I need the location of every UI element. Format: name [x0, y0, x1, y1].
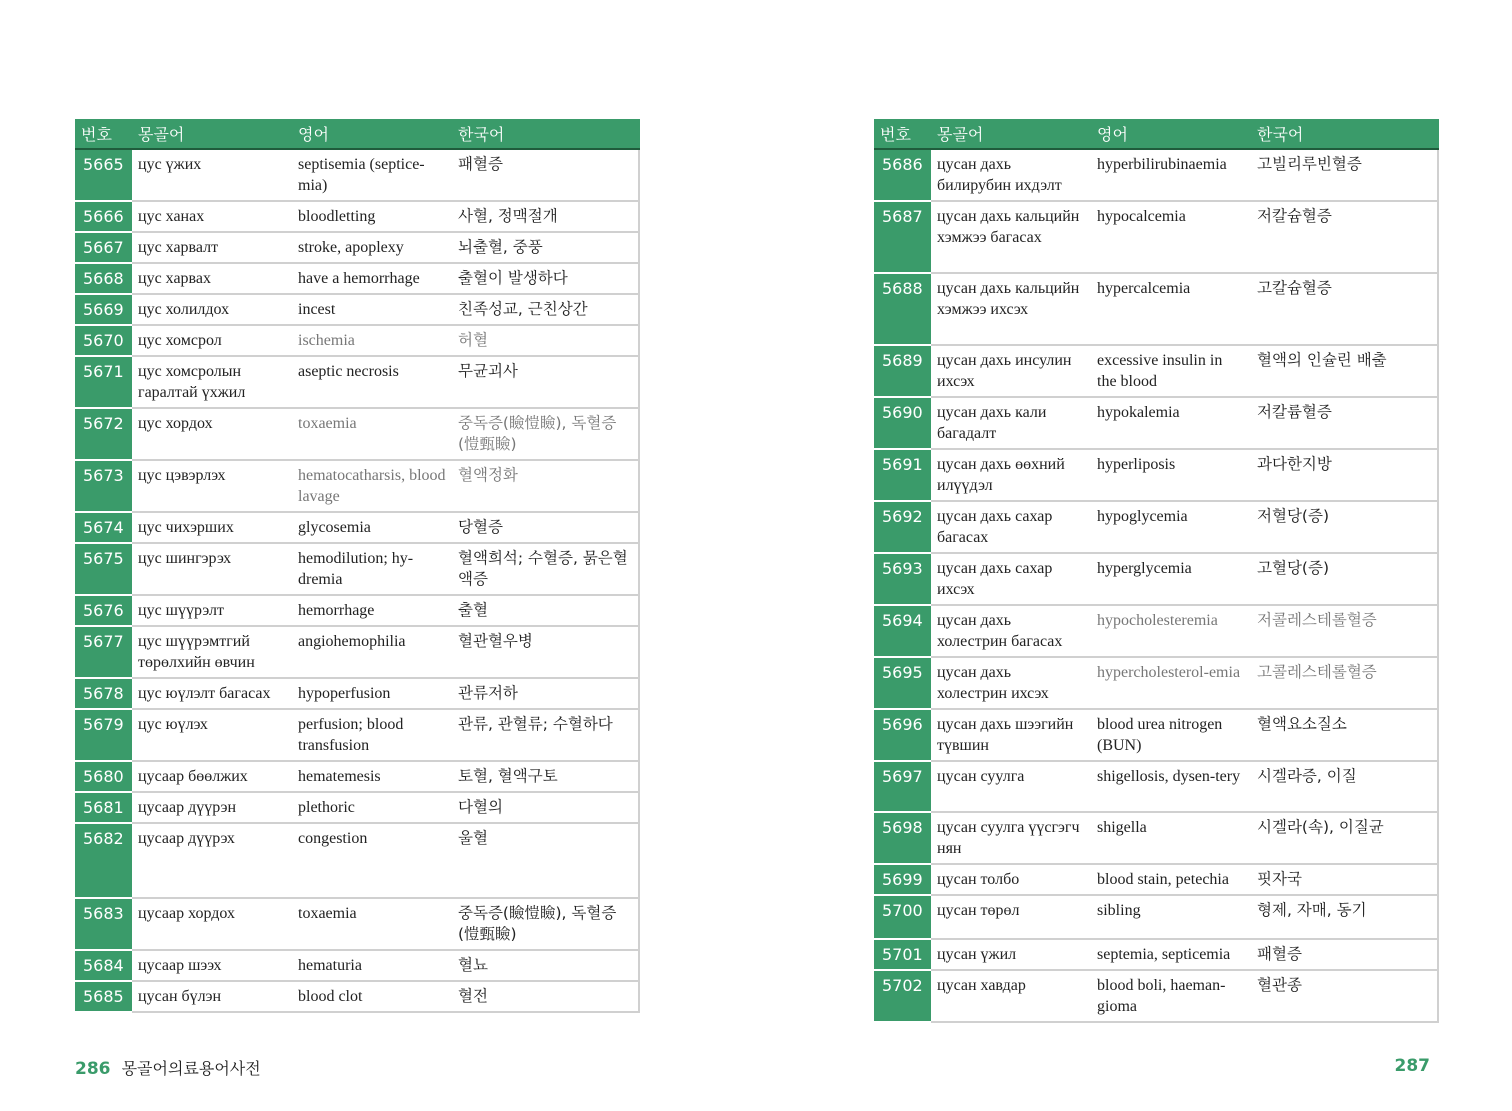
entry-number: 5669 — [75, 294, 132, 325]
english-term: hematocatharsis, blood lavage — [292, 460, 452, 512]
entry-number: 5675 — [75, 543, 132, 595]
english-term: hyperliposis — [1091, 449, 1251, 501]
english-term: plethoric — [292, 792, 452, 823]
table-row — [75, 201, 639, 232]
korean-term: 고칼슘혈증 — [1251, 273, 1438, 345]
mongolian-term: цусан суулга үүсгэгч нян — [931, 812, 1091, 864]
table-row — [874, 895, 1438, 939]
korean-term: 울혈 — [452, 823, 639, 898]
mongolian-term: цусан дахь шээгийн түвшин — [931, 709, 1091, 761]
korean-term: 관류저하 — [452, 678, 639, 709]
korean-term: 당혈증 — [452, 512, 639, 543]
entry-number: 5666 — [75, 201, 132, 232]
english-term: septisemia (septice-mia) — [292, 149, 452, 201]
mongolian-term: цус харвах — [132, 263, 292, 294]
english-term: hypocholesteremia — [1091, 605, 1251, 657]
mongolian-term: цусан суулга — [931, 761, 1091, 812]
korean-term: 시겔라증, 이질 — [1251, 761, 1438, 812]
table-row — [874, 657, 1438, 709]
mongolian-term: цус шингэрэх — [132, 543, 292, 595]
entry-number: 5671 — [75, 356, 132, 408]
mongolian-term: цус холилдох — [132, 294, 292, 325]
entry-number: 5674 — [75, 512, 132, 543]
mongolian-term: цусан бүлэн — [132, 981, 292, 1012]
english-term: toxaemia — [292, 898, 452, 950]
english-term: blood urea nitrogen (BUN) — [1091, 709, 1251, 761]
header-english: 영어 — [292, 119, 452, 149]
entry-number: 5697 — [874, 761, 931, 812]
mongolian-term: цус юүлэх — [132, 709, 292, 761]
mongolian-term: цус цэвэрлэх — [132, 460, 292, 512]
entry-number: 5690 — [874, 397, 931, 449]
table-row — [75, 595, 639, 626]
entry-number: 5682 — [75, 823, 132, 898]
english-term: shigella — [1091, 812, 1251, 864]
english-term: perfusion; blood transfusion — [292, 709, 452, 761]
english-term: hyperbilirubinaemia — [1091, 149, 1251, 201]
mongolian-term: цус чихэрших — [132, 512, 292, 543]
entry-number: 5692 — [874, 501, 931, 553]
page-number-left: 286 — [75, 1059, 111, 1079]
korean-term: 저콜레스테롤혈증 — [1251, 605, 1438, 657]
mongolian-term: цус үжих — [132, 149, 292, 201]
english-term: blood clot — [292, 981, 452, 1012]
korean-term: 혈관종 — [1251, 970, 1438, 1022]
table-row — [75, 823, 639, 898]
entry-number: 5679 — [75, 709, 132, 761]
korean-term: 저칼슘혈증 — [1251, 201, 1438, 273]
table-row — [874, 864, 1438, 895]
korean-term: 혈뇨 — [452, 950, 639, 981]
mongolian-term: цусан дахь кальцийн хэмжээ ихсэх — [931, 273, 1091, 345]
table-row — [75, 356, 639, 408]
english-term: hypoglycemia — [1091, 501, 1251, 553]
entry-number: 5702 — [874, 970, 931, 1022]
mongolian-term: цусаар дүүрэх — [132, 823, 292, 898]
table-row — [874, 709, 1438, 761]
entry-number: 5670 — [75, 325, 132, 356]
korean-term: 형제, 자매, 동기 — [1251, 895, 1438, 939]
korean-term: 사혈, 정맥절개 — [452, 201, 639, 232]
english-term: toxaemia — [292, 408, 452, 460]
mongolian-term: цусаар дүүрэн — [132, 792, 292, 823]
korean-term: 출혈 — [452, 595, 639, 626]
book-title: 몽골어의료용어사전 — [121, 1059, 261, 1078]
mongolian-term: цусан дахь кальцийн хэмжээ багасах — [931, 201, 1091, 273]
korean-term: 패혈증 — [452, 149, 639, 201]
table-row — [874, 553, 1438, 605]
korean-term: 중독증(瞼愷瞼), 독혈증(愷甄瞼) — [452, 898, 639, 950]
entry-number: 5694 — [874, 605, 931, 657]
english-term: hypocalcemia — [1091, 201, 1251, 273]
table-row — [75, 325, 639, 356]
entry-number: 5687 — [874, 201, 931, 273]
mongolian-term: цусан үжил — [931, 939, 1091, 970]
korean-term: 뇌출혈, 중풍 — [452, 232, 639, 263]
english-term: sibling — [1091, 895, 1251, 939]
mongolian-term: цусан дахь холестрин багасах — [931, 605, 1091, 657]
entry-number: 5688 — [874, 273, 931, 345]
entry-number: 5696 — [874, 709, 931, 761]
english-term: blood stain, petechia — [1091, 864, 1251, 895]
header-english: 영어 — [1091, 119, 1251, 149]
entry-number: 5700 — [874, 895, 931, 939]
dictionary-table-left — [75, 119, 640, 1013]
entry-number: 5672 — [75, 408, 132, 460]
english-term: angiohemophilia — [292, 626, 452, 678]
korean-term: 혈액요소질소 — [1251, 709, 1438, 761]
table-row — [75, 232, 639, 263]
table-row — [75, 981, 639, 1012]
entry-number: 5689 — [874, 345, 931, 397]
entry-number: 5667 — [75, 232, 132, 263]
table-row — [75, 678, 639, 709]
english-term: incest — [292, 294, 452, 325]
english-term: septemia, septicemia — [1091, 939, 1251, 970]
table-row — [75, 950, 639, 981]
korean-term: 과다한지방 — [1251, 449, 1438, 501]
mongolian-term: цусаар бөөлжих — [132, 761, 292, 792]
table-row — [75, 626, 639, 678]
table-row — [874, 970, 1438, 1022]
entry-number: 5685 — [75, 981, 132, 1012]
english-term: shigellosis, dysen-tery — [1091, 761, 1251, 812]
english-term: ischemia — [292, 325, 452, 356]
english-term: hypercalcemia — [1091, 273, 1251, 345]
mongolian-term: цусан дахь билирубин ихдэлт — [931, 149, 1091, 201]
english-term: glycosemia — [292, 512, 452, 543]
table-row — [75, 512, 639, 543]
english-term: excessive insulin in the blood — [1091, 345, 1251, 397]
entry-number: 5673 — [75, 460, 132, 512]
header-number: 번호 — [874, 119, 931, 149]
mongolian-term: цус харвалт — [132, 232, 292, 263]
korean-term: 출혈이 발생하다 — [452, 263, 639, 294]
entry-number: 5698 — [874, 812, 931, 864]
korean-term: 고혈당(증) — [1251, 553, 1438, 605]
table-row — [75, 460, 639, 512]
entry-number: 5691 — [874, 449, 931, 501]
korean-term: 패혈증 — [1251, 939, 1438, 970]
table-row — [75, 543, 639, 595]
table-row — [75, 792, 639, 823]
table-header — [75, 119, 639, 149]
entry-number: 5681 — [75, 792, 132, 823]
mongolian-term: цус шүүрэмтгий төрөлхийн өвчин — [132, 626, 292, 678]
entry-number: 5693 — [874, 553, 931, 605]
entry-number: 5680 — [75, 761, 132, 792]
table-row — [874, 345, 1438, 397]
mongolian-term: цус хордох — [132, 408, 292, 460]
entry-number: 5701 — [874, 939, 931, 970]
entry-number: 5678 — [75, 678, 132, 709]
korean-term: 다혈의 — [452, 792, 639, 823]
table-header — [874, 119, 1438, 149]
mongolian-term: цусан дахь кали багадалт — [931, 397, 1091, 449]
english-term: bloodletting — [292, 201, 452, 232]
table-row — [75, 709, 639, 761]
english-term: have a hemorrhage — [292, 263, 452, 294]
header-number: 번호 — [75, 119, 132, 149]
mongolian-term: цусан дахь инсулин ихсэх — [931, 345, 1091, 397]
korean-term: 혈관혈우병 — [452, 626, 639, 678]
english-term: hemorrhage — [292, 595, 452, 626]
korean-term: 관류, 관혈류; 수혈하다 — [452, 709, 639, 761]
english-term: hypercholesterol-emia — [1091, 657, 1251, 709]
table-row — [874, 939, 1438, 970]
mongolian-term: цусан төрөл — [931, 895, 1091, 939]
mongolian-term: цусан дахь сахар ихсэх — [931, 553, 1091, 605]
korean-term: 허혈 — [452, 325, 639, 356]
mongolian-term: цусан дахь сахар багасах — [931, 501, 1091, 553]
mongolian-term: цус ханах — [132, 201, 292, 232]
table-row — [874, 397, 1438, 449]
korean-term: 저칼륨혈증 — [1251, 397, 1438, 449]
korean-term: 혈액희석; 수혈증, 묽은혈액증 — [452, 543, 639, 595]
table-row — [75, 294, 639, 325]
english-term: blood boli, haeman-gioma — [1091, 970, 1251, 1022]
korean-term: 고콜레스테롤혈증 — [1251, 657, 1438, 709]
table-row — [874, 449, 1438, 501]
table-row — [874, 201, 1438, 273]
footer-right — [1395, 1056, 1437, 1076]
english-term: hyperglycemia — [1091, 553, 1251, 605]
english-term: hypoperfusion — [292, 678, 452, 709]
mongolian-term: цусан дахь өөхний илүүдэл — [931, 449, 1091, 501]
korean-term: 저혈당(증) — [1251, 501, 1438, 553]
korean-term: 혈액정화 — [452, 460, 639, 512]
mongolian-term: цусаар хордох — [132, 898, 292, 950]
page-number-right: 287 — [1394, 1056, 1430, 1076]
table-row — [874, 761, 1438, 812]
dictionary-table-right — [874, 119, 1439, 1023]
mongolian-term: цус юүлэлт багасах — [132, 678, 292, 709]
english-term: stroke, apoplexy — [292, 232, 452, 263]
table-row — [874, 273, 1438, 345]
table-row — [874, 501, 1438, 553]
english-term: hemodilution; hy-dremia — [292, 543, 452, 595]
english-term: hypokalemia — [1091, 397, 1251, 449]
english-term: hematuria — [292, 950, 452, 981]
entry-number: 5695 — [874, 657, 931, 709]
table-row — [75, 408, 639, 460]
korean-term: 무균괴사 — [452, 356, 639, 408]
header-korean: 한국어 — [1251, 119, 1438, 149]
korean-term: 혈전 — [452, 981, 639, 1012]
korean-term: 토혈, 혈액구토 — [452, 761, 639, 792]
table-row — [75, 761, 639, 792]
table-row — [874, 812, 1438, 864]
header-korean: 한국어 — [452, 119, 639, 149]
english-term: hematemesis — [292, 761, 452, 792]
mongolian-term: цус хомсрол — [132, 325, 292, 356]
table-row — [75, 898, 639, 950]
korean-term: 혈액의 인슐린 배출 — [1251, 345, 1438, 397]
mongolian-term: цусан толбо — [931, 864, 1091, 895]
korean-term: 친족성교, 근친상간 — [452, 294, 639, 325]
entry-number: 5665 — [75, 149, 132, 201]
english-term: aseptic necrosis — [292, 356, 452, 408]
header-mongolian: 몽골어 — [132, 119, 292, 149]
mongolian-term: цусан дахь холестрин ихсэх — [931, 657, 1091, 709]
korean-term: 핏자국 — [1251, 864, 1438, 895]
mongolian-term: цусан хавдар — [931, 970, 1091, 1022]
mongolian-term: цусаар шээх — [132, 950, 292, 981]
mongolian-term: цус хомсролын гаралтай үхжил — [132, 356, 292, 408]
mongolian-term: цус шүүрэлт — [132, 595, 292, 626]
korean-term: 중독증(瞼愷瞼), 독혈증(愷甄瞼) — [452, 408, 639, 460]
entry-number: 5676 — [75, 595, 132, 626]
korean-term: 고빌리루빈혈증 — [1251, 149, 1438, 201]
entry-number: 5686 — [874, 149, 931, 201]
table-row — [75, 263, 639, 294]
entry-number: 5683 — [75, 898, 132, 950]
table-row — [874, 149, 1438, 201]
header-mongolian: 몽골어 — [931, 119, 1091, 149]
english-term: congestion — [292, 823, 452, 898]
entry-number: 5684 — [75, 950, 132, 981]
footer-left — [75, 1056, 261, 1079]
entry-number: 5668 — [75, 263, 132, 294]
korean-term: 시겔라(속), 이질균 — [1251, 812, 1438, 864]
entry-number: 5699 — [874, 864, 931, 895]
table-row — [874, 605, 1438, 657]
entry-number: 5677 — [75, 626, 132, 678]
table-row — [75, 149, 639, 201]
